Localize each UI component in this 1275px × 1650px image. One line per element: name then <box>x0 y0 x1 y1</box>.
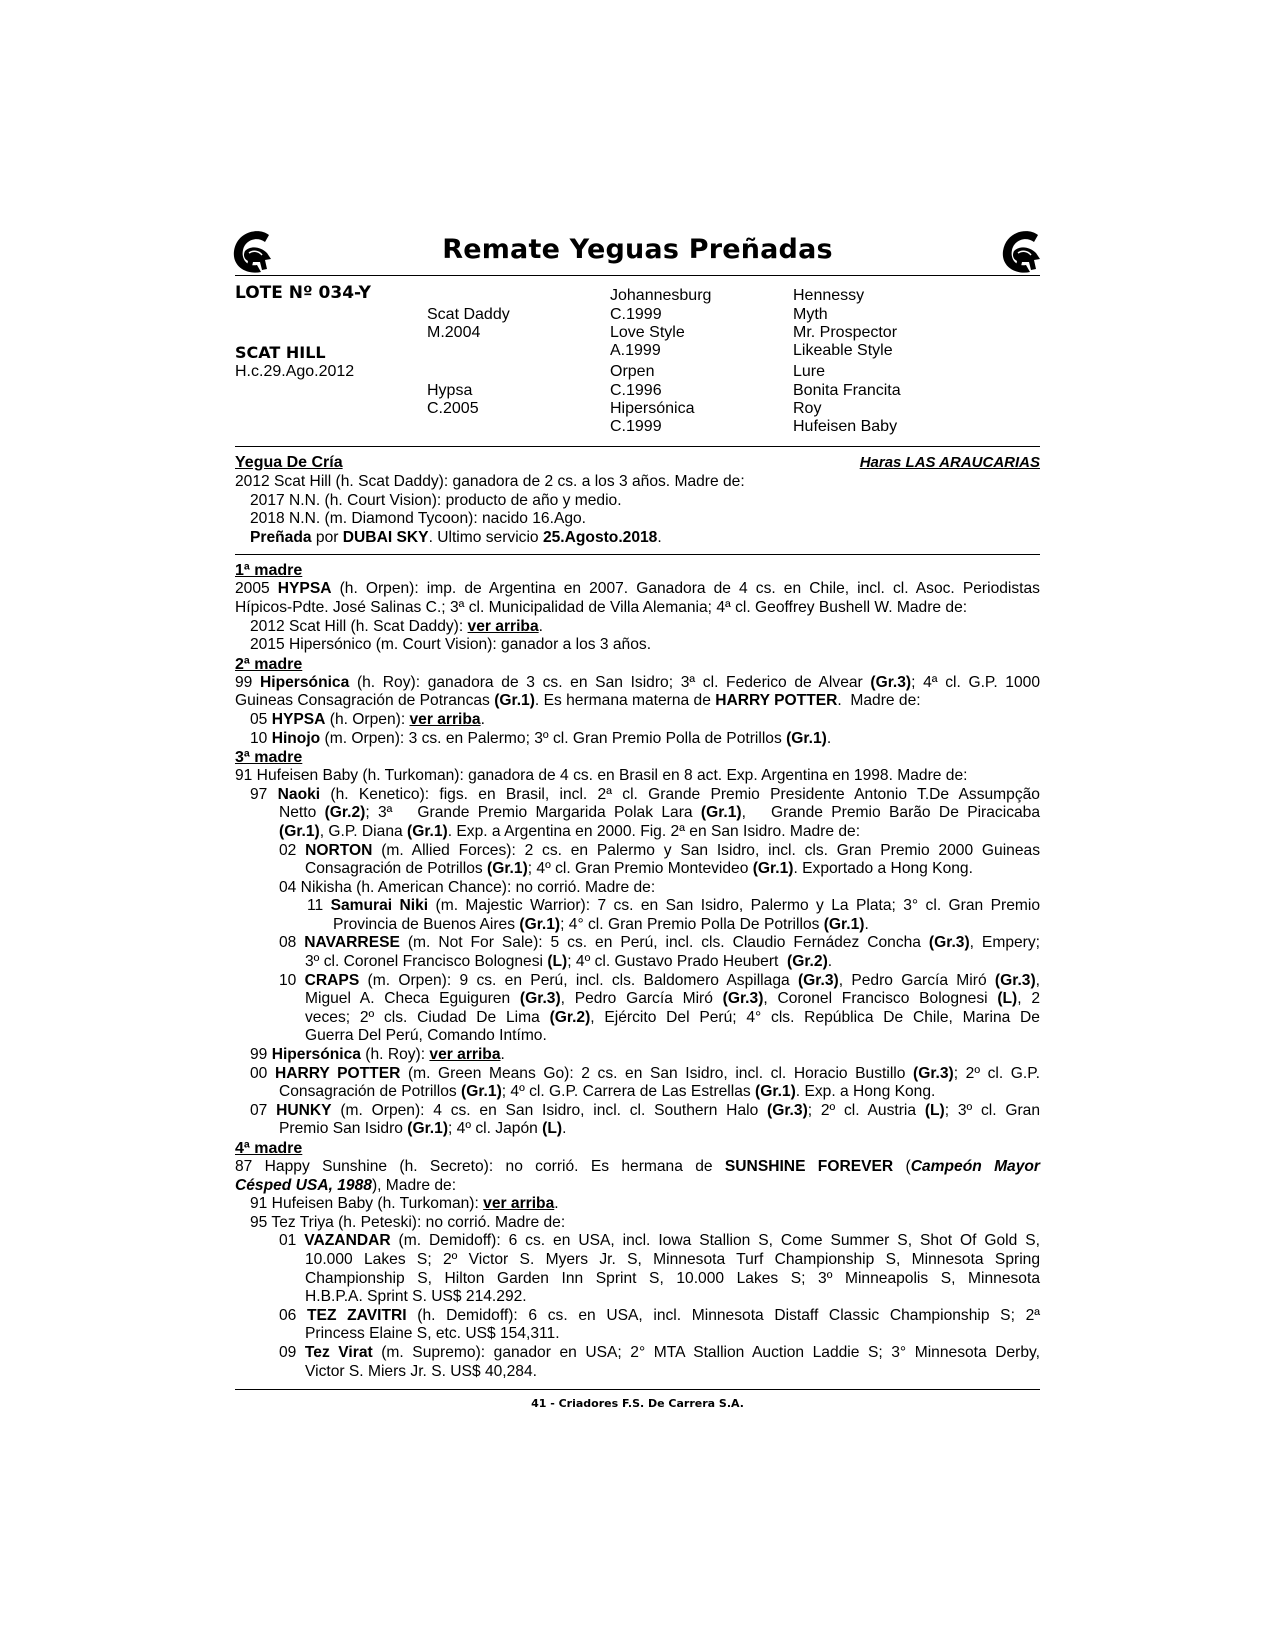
family-line: Consagración de Potrillos (Gr.1); 4º cl. G.P. Carrera de Las Estrellas (Gr.1). Exp. a Hong Kong. <box>279 1083 936 1101</box>
breeding-record <box>235 473 1040 547</box>
family-line: 99 Hipersónica (h. Roy): ganadora de 3 cs. en San Isidro; 3ª cl. Federico de Alvear (Gr.3); 4ª cl. G.P. 1000 <box>235 673 1040 691</box>
lot-number: LOTE Nº 034-Y <box>235 283 371 303</box>
family-line: 11 Samurai Niki (m. Majestic Warrior): 7 cs. en San Isidro, Palermo y La Plata; 3° cl. Gran Premio <box>307 897 1040 915</box>
horse-name: SCAT HILL <box>235 343 326 362</box>
ver-arriba-link[interactable]: ver arriba <box>409 710 481 728</box>
ancestor-name: Lure <box>793 363 826 380</box>
family-line: Guerra Del Perú, Comando Intímo. <box>305 1027 547 1045</box>
family-line: 2015 Hipersónico (m. Court Vision): ganador a los 3 años. <box>250 636 652 654</box>
family-record <box>235 561 1040 1381</box>
family-line: Provincia de Buenos Aires (Gr.1); 4° cl. Gran Premio Polla De Potrillos (Gr.1). <box>333 915 869 933</box>
breeding-title: Yegua De Cría <box>235 454 343 471</box>
family-line: 07 HUNKY (m. Orpen): 4 cs. en San Isidro, incl. cl. Southern Halo (Gr.3); 2º cl. Austria (L); 3º cl. Gran <box>250 1101 1041 1119</box>
family-line: 97 Naoki (h. Kenetico): figs. en Brasil, incl. 2ª cl. Grande Premio Presidente Antonio T.De Assumpção <box>250 785 1040 803</box>
breeding-line: 2017 N.N. (h. Court Vision): producto de año y medio. <box>250 491 622 509</box>
family-line: Championship S, Hilton Garden Inn Sprint S, 10.000 Lakes S; 3º Minneapolis S, Minnesota <box>305 1269 1040 1287</box>
family-line: 02 NORTON (m. Allied Forces): 2 cs. en Palermo y San Isidro, incl. cls. Gran Premio 2000 Guineas <box>279 841 1040 859</box>
dam-dam-name: Hipersónica <box>610 400 695 417</box>
family-line: 87 Happy Sunshine (h. Secreto): no corrió. Es hermana de SUNSHINE FOREVER (Campeón Mayor <box>235 1158 1041 1175</box>
family-line: Premio San Isidro (Gr.1); 4º cl. Japón (L). <box>279 1120 567 1138</box>
ancestor-name: Myth <box>793 306 828 323</box>
sire-sire-name: Johannesburg <box>610 287 712 304</box>
pedigree-table <box>235 276 1040 446</box>
section-rule <box>235 554 1040 555</box>
first-dam-title: 1ª madre <box>235 562 303 580</box>
family-line: 01 VAZANDAR (m. Demidoff): 6 cs. en USA, incl. Iowa Stallion S, Come Summer S, Shot Of Gold S, <box>279 1232 1040 1250</box>
ancestor-name: Likeable Style <box>793 342 893 359</box>
page-content <box>235 225 1040 1410</box>
dam-dam-info: C.1999 <box>610 418 662 435</box>
ancestor-name: Hufeisen Baby <box>793 418 898 435</box>
ver-arriba-link[interactable]: ver arriba <box>429 1046 501 1064</box>
family-line: Miguel A. Checa Eguiguren (Gr.3), Pedro García Miró (Gr.3), Coronel Francisco Bolognesi (L), 2 <box>305 990 1041 1008</box>
breeding-header <box>235 453 1040 473</box>
ancestor-name: Roy <box>793 400 822 417</box>
dam-sire-name: Orpen <box>610 363 655 380</box>
sire-dam-name: Love Style <box>610 324 685 341</box>
breeder-name: Haras LAS ARAUCARIAS <box>859 454 1040 471</box>
family-line: 2005 HYPSA (h. Orpen): imp. de Argentina en 2007. Ganadora de 4 cs. en Chile, incl. cl. Asoc. Periodistas <box>235 580 1040 598</box>
dam-sire-info: C.1996 <box>610 382 662 399</box>
family-line: Guineas Consagración de Potrancas (Gr.1). Es hermana materna de HARRY POTTER. Madre de: <box>235 692 921 710</box>
family-line: 04 Nikisha (h. American Chance): no corrió. Madre de: <box>279 878 656 896</box>
footer-rule <box>235 1389 1040 1390</box>
family-line: Hípicos-Pdte. José Salinas C.; 3ª cl. Municipalidad de Villa Alemania; 4ª cl. Geoffrey Bushell W. Madre de: <box>235 598 968 616</box>
second-dam-title: 2ª madre <box>235 655 303 673</box>
breeding-line: 2018 N.N. (m. Diamond Tycoon): nacido 16.Ago. <box>250 510 587 528</box>
family-line: Victor S. Miers Jr. S. US$ 40,284. <box>305 1362 537 1380</box>
page-header <box>235 225 1040 275</box>
family-line: Netto (Gr.2); 3ª Grande Premio Margarida Polak Lara (Gr.1), Grande Premio Barão De Piracicaba <box>279 804 1041 822</box>
third-dam-title: 3ª madre <box>235 749 303 767</box>
family-line: 05 HYPSA (h. Orpen): ver arriba. <box>250 710 485 728</box>
family-line: 3º cl. Coronel Francisco Bolognesi (L); 4º cl. Gustavo Prado Heubert (Gr.2). <box>305 953 833 971</box>
ancestor-name: Hennessy <box>793 287 865 304</box>
sire-dam-info: A.1999 <box>610 342 661 359</box>
ancestor-name: Mr. Prospector <box>793 324 898 341</box>
horse-logo-icon <box>231 229 275 275</box>
family-line: 06 TEZ ZAVITRI (h. Demidoff): 6 cs. en USA, incl. Minnesota Distaff Classic Championship S; 2ª <box>279 1306 1041 1324</box>
family-line: 95 Tez Triya (h. Peteski): no corrió. Madre de: <box>250 1213 566 1231</box>
pedigree-rule <box>235 446 1040 447</box>
family-line: H.B.P.A. Sprint S. US$ 214.292. <box>305 1288 527 1306</box>
ver-arriba-link[interactable]: ver arriba <box>467 617 539 635</box>
family-line: (Gr.1), G.P. Diana (Gr.1). Exp. a Argentina en 2000. Fig. 2ª en San Isidro. Madre de: <box>279 822 861 840</box>
ancestor-name: Bonita Francita <box>793 382 901 399</box>
family-line: 10 CRAPS (m. Orpen): 9 cs. en Perú, incl. cls. Baldomero Aspillaga (Gr.3), Pedro García Miró (Gr.3), <box>279 971 1040 989</box>
dam-info: C.2005 <box>427 400 479 417</box>
family-line: 00 HARRY POTTER (m. Green Means Go): 2 cs. en San Isidro, incl. cl. Horacio Bustillo (Gr.3); 2º cl. G.P. <box>250 1064 1040 1082</box>
dam-name: Hypsa <box>427 382 473 399</box>
family-line: Césped USA, 1988), Madre de: <box>235 1176 457 1194</box>
family-line: Consagración de Potrillos (Gr.1); 4º cl. Gran Premio Montevideo (Gr.1). Exportado a Hong Kong. <box>305 860 973 878</box>
horse-logo-icon <box>1000 229 1044 275</box>
family-line: 10.000 Lakes S; 2º Victor S. Myers Jr. S, Minnesota Turf Championship S, Minnesota Spring <box>305 1250 1040 1268</box>
family-line: veces; 2º cls. Ciudad De Lima (Gr.2), Ejército Del Perú; 4° cls. República De Chile, Marina De <box>305 1008 1040 1026</box>
horse-details: H.c.29.Ago.2012 <box>235 363 355 380</box>
family-line: 08 NAVARRESE (m. Not For Sale): 5 cs. en Perú, incl. cls. Claudio Fernádez Concha (Gr.3), Empery; <box>279 934 1040 952</box>
fourth-dam-title: 4ª madre <box>235 1140 303 1157</box>
sire-info: M.2004 <box>427 324 481 341</box>
sire-sire-info: C.1999 <box>610 306 662 323</box>
page-footer: 41 - Criadores F.S. De Carrera S.A. <box>531 1397 744 1411</box>
breeding-line: 2012 Scat Hill (h. Scat Daddy): ganadora de 2 cs. a los 3 años. Madre de: <box>235 473 745 490</box>
family-line: 91 Hufeisen Baby (h. Turkoman): ver arriba. <box>250 1195 559 1213</box>
pregnancy-line: Preñada por DUBAI SKY. Ultimo servicio 25.Agosto.2018. <box>250 528 662 546</box>
family-line: 10 Hinojo (m. Orpen): 3 cs. en Palermo; 3º cl. Gran Premio Polla de Potrillos (Gr.1). <box>250 729 832 747</box>
ver-arriba-link[interactable]: ver arriba <box>483 1195 555 1213</box>
page-title: Remate Yeguas Preñadas <box>442 234 833 265</box>
family-line: Princess Elaine S, etc. US$ 154,311. <box>305 1325 560 1343</box>
family-line: 2012 Scat Hill (h. Scat Daddy): ver arriba. <box>250 617 543 635</box>
family-line: 91 Hufeisen Baby (h. Turkoman): ganadora de 4 cs. en Brasil en 8 act. Exp. Argentina en 1998. Madre de: <box>235 767 968 785</box>
sire-name: Scat Daddy <box>427 306 510 323</box>
family-line: 99 Hipersónica (h. Roy): ver arriba. <box>250 1046 505 1064</box>
family-line: 09 Tez Virat (m. Supremo): ganador en USA; 2° MTA Stallion Auction Laddie S; 3° Minnesota Derby, <box>279 1343 1040 1361</box>
